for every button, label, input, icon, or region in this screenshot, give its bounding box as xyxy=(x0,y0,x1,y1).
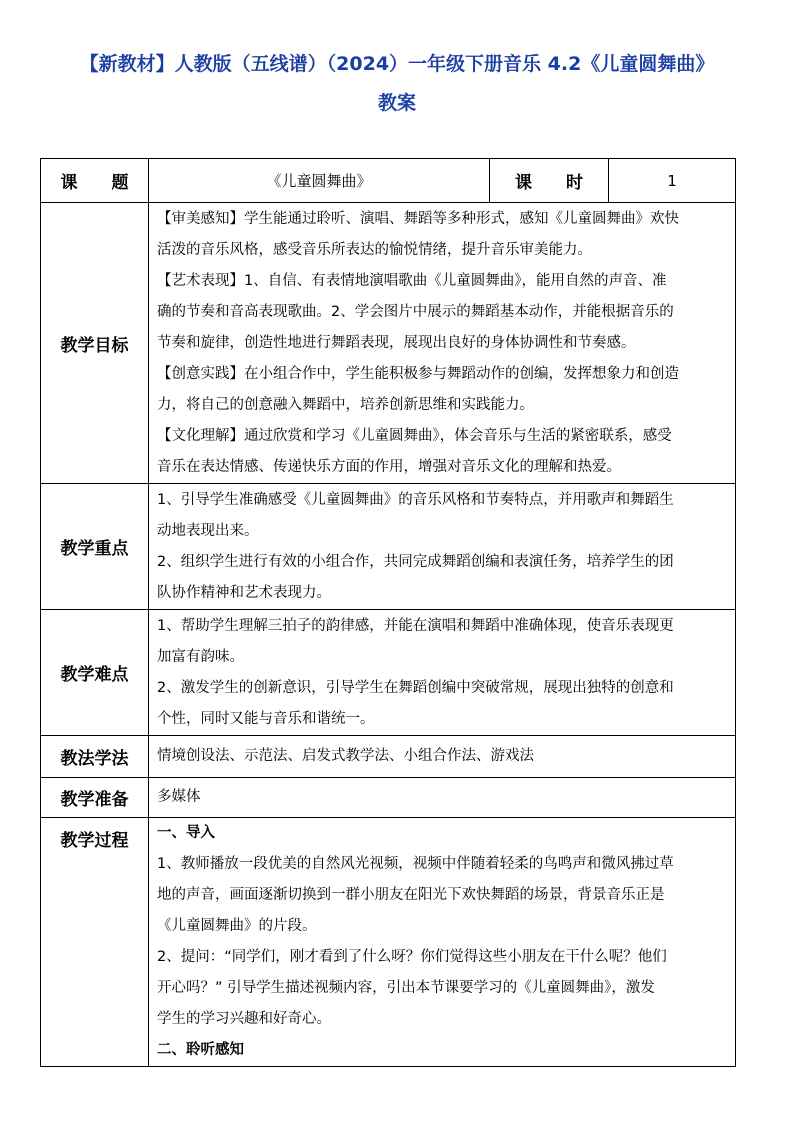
goals-row xyxy=(41,203,736,484)
difficulties-line: 1、帮助学生理解三拍子的韵律感，并能在演唱和舞蹈中准确体现，使音乐表现更 xyxy=(157,617,674,634)
process-section-heading xyxy=(157,1035,727,1066)
key-points-label: 教学重点 xyxy=(41,484,149,610)
goals-line: 活泼的音乐风格，感受音乐所表达的愉悦情绪，提升音乐审美能力。 xyxy=(157,241,592,258)
header-row xyxy=(41,159,736,203)
goals-line: 【创意实践】在小组合作中，学生能积极参与舞蹈动作的创编，发挥想象力和创造 xyxy=(157,365,679,382)
goals-content xyxy=(149,203,736,484)
process-section-2-heading: 二、聆听感知 xyxy=(157,1042,244,1058)
methods-row xyxy=(41,736,736,778)
process-content xyxy=(149,818,736,1067)
goals-line: 音乐在表达情感、传递快乐方面的作用，增强对音乐文化的理解和热爱。 xyxy=(157,458,621,475)
key-points-content xyxy=(149,484,736,610)
difficulties-line: 2、激发学生的创新意识，引导学生在舞蹈创编中突破常规，展现出独特的创意和 xyxy=(157,679,674,696)
methods-content xyxy=(149,736,736,778)
goals-line: 【艺术表现】1、自信、有表情地演唱歌曲《儿童圆舞曲》，能用自然的声音、准 xyxy=(157,272,667,289)
key-points-line: 动地表现出来。 xyxy=(157,522,259,539)
process-row xyxy=(41,818,736,1067)
document-title-line2: 教案 xyxy=(377,92,416,114)
process-line: 地的声音，画面逐渐切换到一群小朋友在阳光下欢快舞蹈的场景，背景音乐正是 xyxy=(157,887,665,903)
process-line: 2、提问：“同学们，刚才看到了什么呀？你们觉得这些小朋友在干什么呢？他们 xyxy=(157,949,667,965)
process-line: 《儿童圆舞曲》的片段。 xyxy=(157,918,317,934)
document-title: 【新教材】人教版（五线谱）（2024）一年级下册音乐 4.2《儿童圆舞曲》 xyxy=(79,53,715,75)
key-points-row xyxy=(41,484,736,610)
hours-label: 课 时 xyxy=(490,159,609,203)
key-points-line: 1、引导学生准确感受《儿童圆舞曲》的音乐风格和节奏特点，并用歌声和舞蹈生 xyxy=(157,491,674,508)
process-label: 教学过程 xyxy=(41,818,149,1067)
preparation-row xyxy=(41,778,736,818)
difficulties-line: 个性，同时又能与音乐和谐统一。 xyxy=(157,710,375,727)
preparation-value: 多媒体 xyxy=(157,789,201,805)
process-section-1-heading: 一、导入 xyxy=(157,825,215,841)
difficulties-line: 加富有韵味。 xyxy=(157,648,244,665)
goals-line: 【审美感知】学生能通过聆听、演唱、舞蹈等多种形式，感知《儿童圆舞曲》欢快 xyxy=(157,210,679,227)
methods-label: 教法学法 xyxy=(41,736,149,778)
methods-value: 情境创设法、示范法、启发式教学法、小组合作法、游戏法 xyxy=(157,748,534,764)
preparation-label: 教学准备 xyxy=(41,778,149,818)
difficulties-label: 教学难点 xyxy=(41,610,149,736)
difficulties-content xyxy=(149,610,736,736)
process-line: 1、教师播放一段优美的自然风光视频，视频中伴随着轻柔的鸟鸣声和微风拂过草 xyxy=(157,856,674,872)
hours-value: 1 xyxy=(609,159,736,203)
goals-line: 【文化理解】通过欣赏和学习《儿童圆舞曲》，体会音乐与生活的紧密联系，感受 xyxy=(157,427,672,444)
process-section-heading xyxy=(157,818,727,849)
goals-line: 确的节奏和音高表现歌曲。2、学会图片中展示的舞蹈基本动作，并能根据音乐的 xyxy=(157,303,674,320)
topic-value: 《儿童圆舞曲》 xyxy=(149,159,490,203)
goals-line: 力，将自己的创意融入舞蹈中，培养创新思维和实践能力。 xyxy=(157,396,534,413)
goals-line: 节奏和旋律，创造性地进行舞蹈表现，展现出良好的身体协调性和节奏感。 xyxy=(157,334,636,351)
key-points-line: 2、组织学生进行有效的小组合作，共同完成舞蹈创编和表演任务，培养学生的团 xyxy=(157,553,674,570)
process-line: 学生的学习兴趣和好奇心。 xyxy=(157,1011,331,1027)
topic-label: 课 题 xyxy=(41,159,149,203)
preparation-content xyxy=(149,778,736,818)
key-points-line: 队协作精神和艺术表现力。 xyxy=(157,584,331,601)
difficulties-row xyxy=(41,610,736,736)
lesson-plan-table xyxy=(40,158,736,1067)
goals-label: 教学目标 xyxy=(41,203,149,484)
process-line: 开心吗？” 引导学生描述视频内容，引出本节课要学习的《儿童圆舞曲》，激发 xyxy=(157,980,655,996)
